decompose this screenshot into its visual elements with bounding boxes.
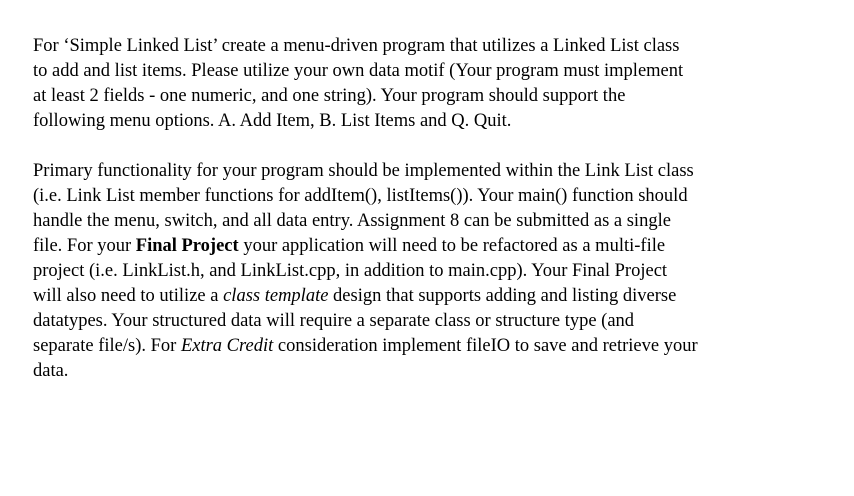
functionality-text-2: your application will need to be refactored as a multi-file project (i.e. LinkList.h, and LinkList.cpp, in addition to main.cpp). Your Final Project will also need to utilize a [33,236,668,306]
intro-paragraph: For ‘Simple Linked List’ create a menu-driven program that utilizes a Linked List class to add and list items. Please utilize your own data motif (Your program must implement at least 2 fields - one numeric, and one string). Your program should support the following menu options. A. Add Item, B. List Items and Q. Quit. [33,36,684,131]
functionality-paragraph [33,159,833,384]
functionality-text-4: consideration implement fileIO to save and retrieve your data. [33,336,698,381]
final-project-term: Final Project [135,236,239,256]
assignment-document [33,34,833,384]
class-template-term: class template [223,286,329,306]
functionality-text-3: design that supports adding and listing diverse datatypes. Your structured data will require a separate class or structure type (and separate file/s). For [33,286,677,356]
functionality-text-1: Primary functionality for your program should be implemented within the Link List class (i.e. Link List member functions for addItem(), listItems()). Your main() function should handle the menu, switch, and all data entry. Assignment 8 can be submitted as a single file. For your [33,161,694,256]
extra-credit-term: Extra Credit [180,336,274,356]
